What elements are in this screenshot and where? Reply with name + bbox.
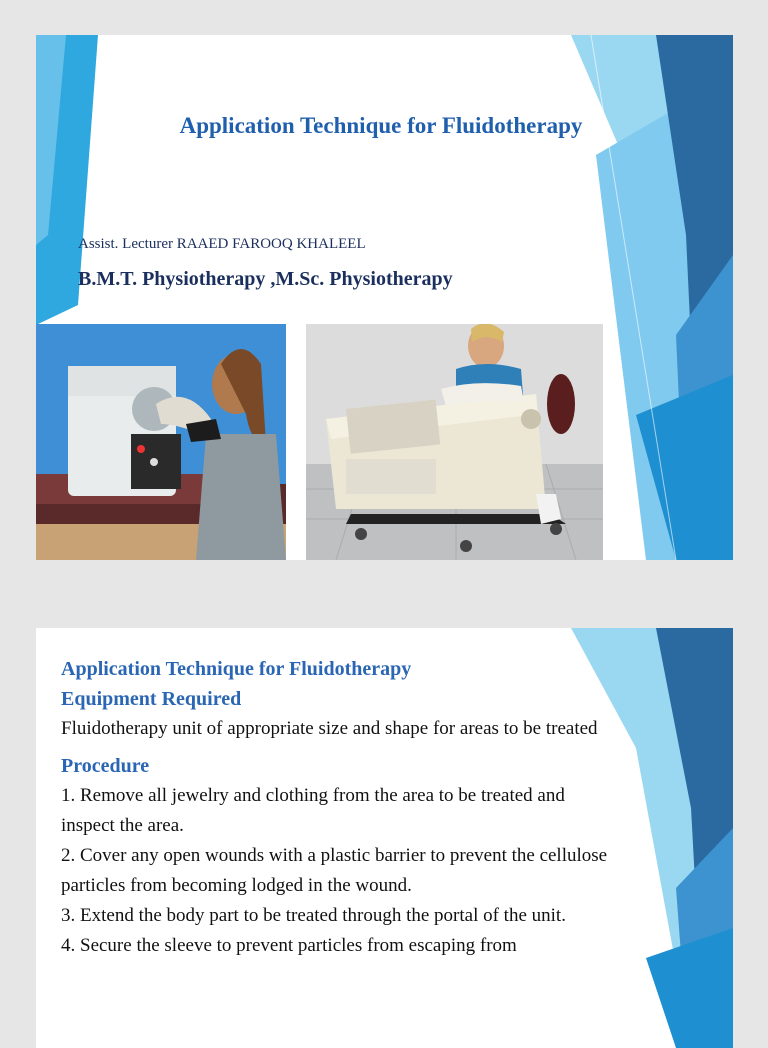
fluidotherapy-unit-arms-photo-icon — [306, 324, 603, 560]
fluidotherapy-hand-photo — [36, 324, 286, 560]
procedure-step: 4. Secure the sleeve to prevent particles from escaping from — [61, 935, 517, 956]
degree-line: B.M.T. Physiotherapy ,M.Sc. Physiotherapy — [78, 268, 453, 290]
fluidotherapy-unit-hand-photo-icon — [36, 324, 286, 560]
procedure-slide — [36, 628, 733, 1048]
procedure-heading: Procedure — [61, 755, 150, 777]
procedure-step: 3. Extend the body part to be treated through the portal of the unit. — [61, 905, 566, 926]
author-line: Assist. Lecturer RAAED FAROOQ KHALEEL — [78, 236, 366, 252]
procedure-content — [61, 654, 621, 961]
equipment-text: Fluidotherapy unit of appropriate size and shape for areas to be treated — [61, 718, 598, 739]
procedure-step: 2. Cover any open wounds with a plastic barrier to prevent the cellulose particles from becoming lodged in the wound. — [61, 845, 608, 896]
equipment-heading: Equipment Required — [61, 688, 242, 710]
procedure-step: 1. Remove all jewelry and clothing from the area to be treated and inspect the area. — [61, 785, 565, 836]
slide-title: Application Technique for Fluidotherapy — [179, 113, 583, 138]
title-slide — [36, 35, 733, 560]
slide2-heading: Application Technique for Fluidotherapy — [61, 658, 412, 680]
fluidotherapy-arms-photo — [306, 324, 603, 560]
